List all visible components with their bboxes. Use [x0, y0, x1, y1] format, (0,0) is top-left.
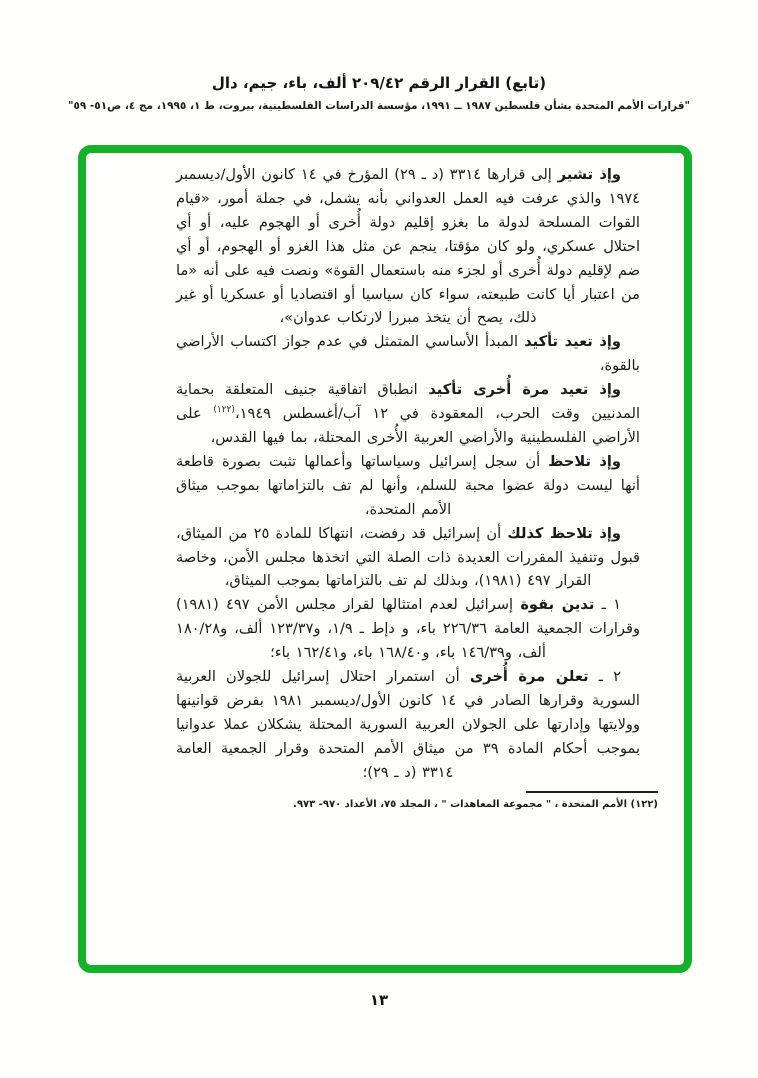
paragraph-text: على الأراضي الفلسطينية والأراضي العربية الأُخرى المحتلة، بما فيها القدس، [176, 405, 640, 446]
footnote-block [176, 791, 658, 810]
preamble-paragraph [176, 522, 640, 594]
paragraph-text: المبدأ الأساسي المتمثل في عدم جواز اكتساب الأراضي بالقوة، [176, 333, 640, 375]
footnote-body: الأمم المتحدة ، " مجموعة المعاهدات " ، المجلد ٧٥، الأعداد ٩٧٠- ٩٧٣. [293, 798, 631, 810]
footnote-reference: (١٢٢) [213, 405, 235, 416]
paragraph-text: إلى قرارها ٣٣١٤ (د ـ ٢٩) المؤرخ في ١٤ كانون الأول/ديسمبر ١٩٧٤ والذي عرفت فيه العمل العدواني بأنه يشمل، في جملة أمور، «قيام القوات المسلحة لدولة ما بغزو إقليم دولة أُخرى أو الهجوم عليه، أو أي احتلال عسكري، ولو كان مؤقتا، ينجم عن مثل هذا الغزو أو الهجوم، أو أي ضم لإقليم دولة أُخرى أو لجزء منه باستعمال القوة» ونصت فيه على أنه «ما من اعتبار أيا كانت طبيعته، سواء كان سياسيا أو اقتصاديا أو عسكريا أو غير ذلك، يصح أن يتخذ مبررا لارتكاب عدوان»، [176, 166, 640, 327]
item-number: ٢ ـ [588, 668, 622, 686]
preamble-paragraph [176, 378, 640, 450]
page-header [0, 74, 758, 112]
paragraph-lead: تعلن مرة أُخرى [469, 668, 589, 686]
paragraph-text: أن إسرائيل قد رفضت، انتهاكا للمادة ٢٥ من الميثاق، قبول وتنفيذ المقررات العديدة ذات الصلة التي اتخذها مجلس الأمن، وخاصة القرار ٤٩٧ (١٩٨١)، وبذلك لم تف بالتزاماتها بموجب الميثاق، [176, 524, 640, 590]
paragraph-lead: وإذ تشير [557, 166, 621, 183]
footnote-text [176, 799, 658, 810]
operative-paragraph-1 [176, 593, 640, 665]
source-citation: "قرارات الأمم المتحدة بشأن فلسطين ١٩٨٧ ــ ١٩٩١، مؤسسة الدراسات الفلسطينية، بيروت، ط ١، ١٩٩٥، مج ٤، ص٥١- ٥٩" [67, 100, 691, 112]
footnote-ref-mark: (١٢٢) [630, 798, 658, 810]
footnote-separator [526, 791, 658, 793]
paragraph-text: إسرائيل لعدم امتثالها لقرار مجلس الأمن ٤٩٧ (١٩٨١) وقرارات الجمعية العامة ٢٢٦/٣٦ باء، و دإط ـ ١/٩، و١٢٣/٣٧ ألف، و١٨٠/٢٨ ألف، و١٤٦/٣٩ باء، و١٦٨/٤٠ باء، و١٦٢/٤١ باء؛ [176, 596, 640, 662]
paragraph-text: أن سجل إسرائيل وسياساتها وأعمالها تثبت بصورة قاطعة أنها ليست دولة عضوا محبة للسلم، وأنها لم تف بالتزاماتها بموجب ميثاق الأمم المتحدة، [176, 452, 640, 518]
resolution-text [86, 153, 684, 785]
preamble-paragraph [176, 330, 640, 378]
resolution-title: (تابع) القرار الرقم ٢٠٩/٤٢ ألف، باء، جيم، دال [211, 74, 547, 92]
paragraph-lead: وإذ تلاحظ كذلك [507, 524, 621, 542]
paragraph-lead: وإذ تعيد تأكيد [524, 333, 621, 351]
paragraph-lead: وإذ تعيد مرة أُخرى تأكيد [428, 381, 621, 399]
item-number: ١ ـ [594, 596, 621, 614]
paragraph-lead: تدين بقوة [520, 596, 595, 614]
operative-paragraph-2 [176, 665, 640, 785]
paragraph-lead: وإذ تلاحظ [548, 452, 621, 470]
content-frame [78, 145, 692, 973]
paragraph-text: أن استمرار احتلال إسرائيل للجولان العربية السورية وقرارها الصادر في ١٤ كانون الأول/ديسمبر ١٩٨١ بفرض قوانينها وولايتها وإدارتها على الجولان العربية السورية المحتلة يشكلان عملا عدوانيا بموجب أحكام المادة ٣٩ من ميثاق الأمم المتحدة وقرار الجمعية العامة ٣٣١٤ (د ـ ٢٩)؛ [176, 668, 641, 781]
preamble-paragraph [176, 163, 640, 330]
paragraph-text: انطباق اتفاقية جنيف المتعلقة بحماية المدنيين وقت الحرب، المعقودة في ١٢ آب/أغسطس ١٩٤٩، [176, 381, 641, 423]
page-number: ١٣ [369, 991, 389, 1009]
preamble-paragraph [176, 450, 640, 522]
